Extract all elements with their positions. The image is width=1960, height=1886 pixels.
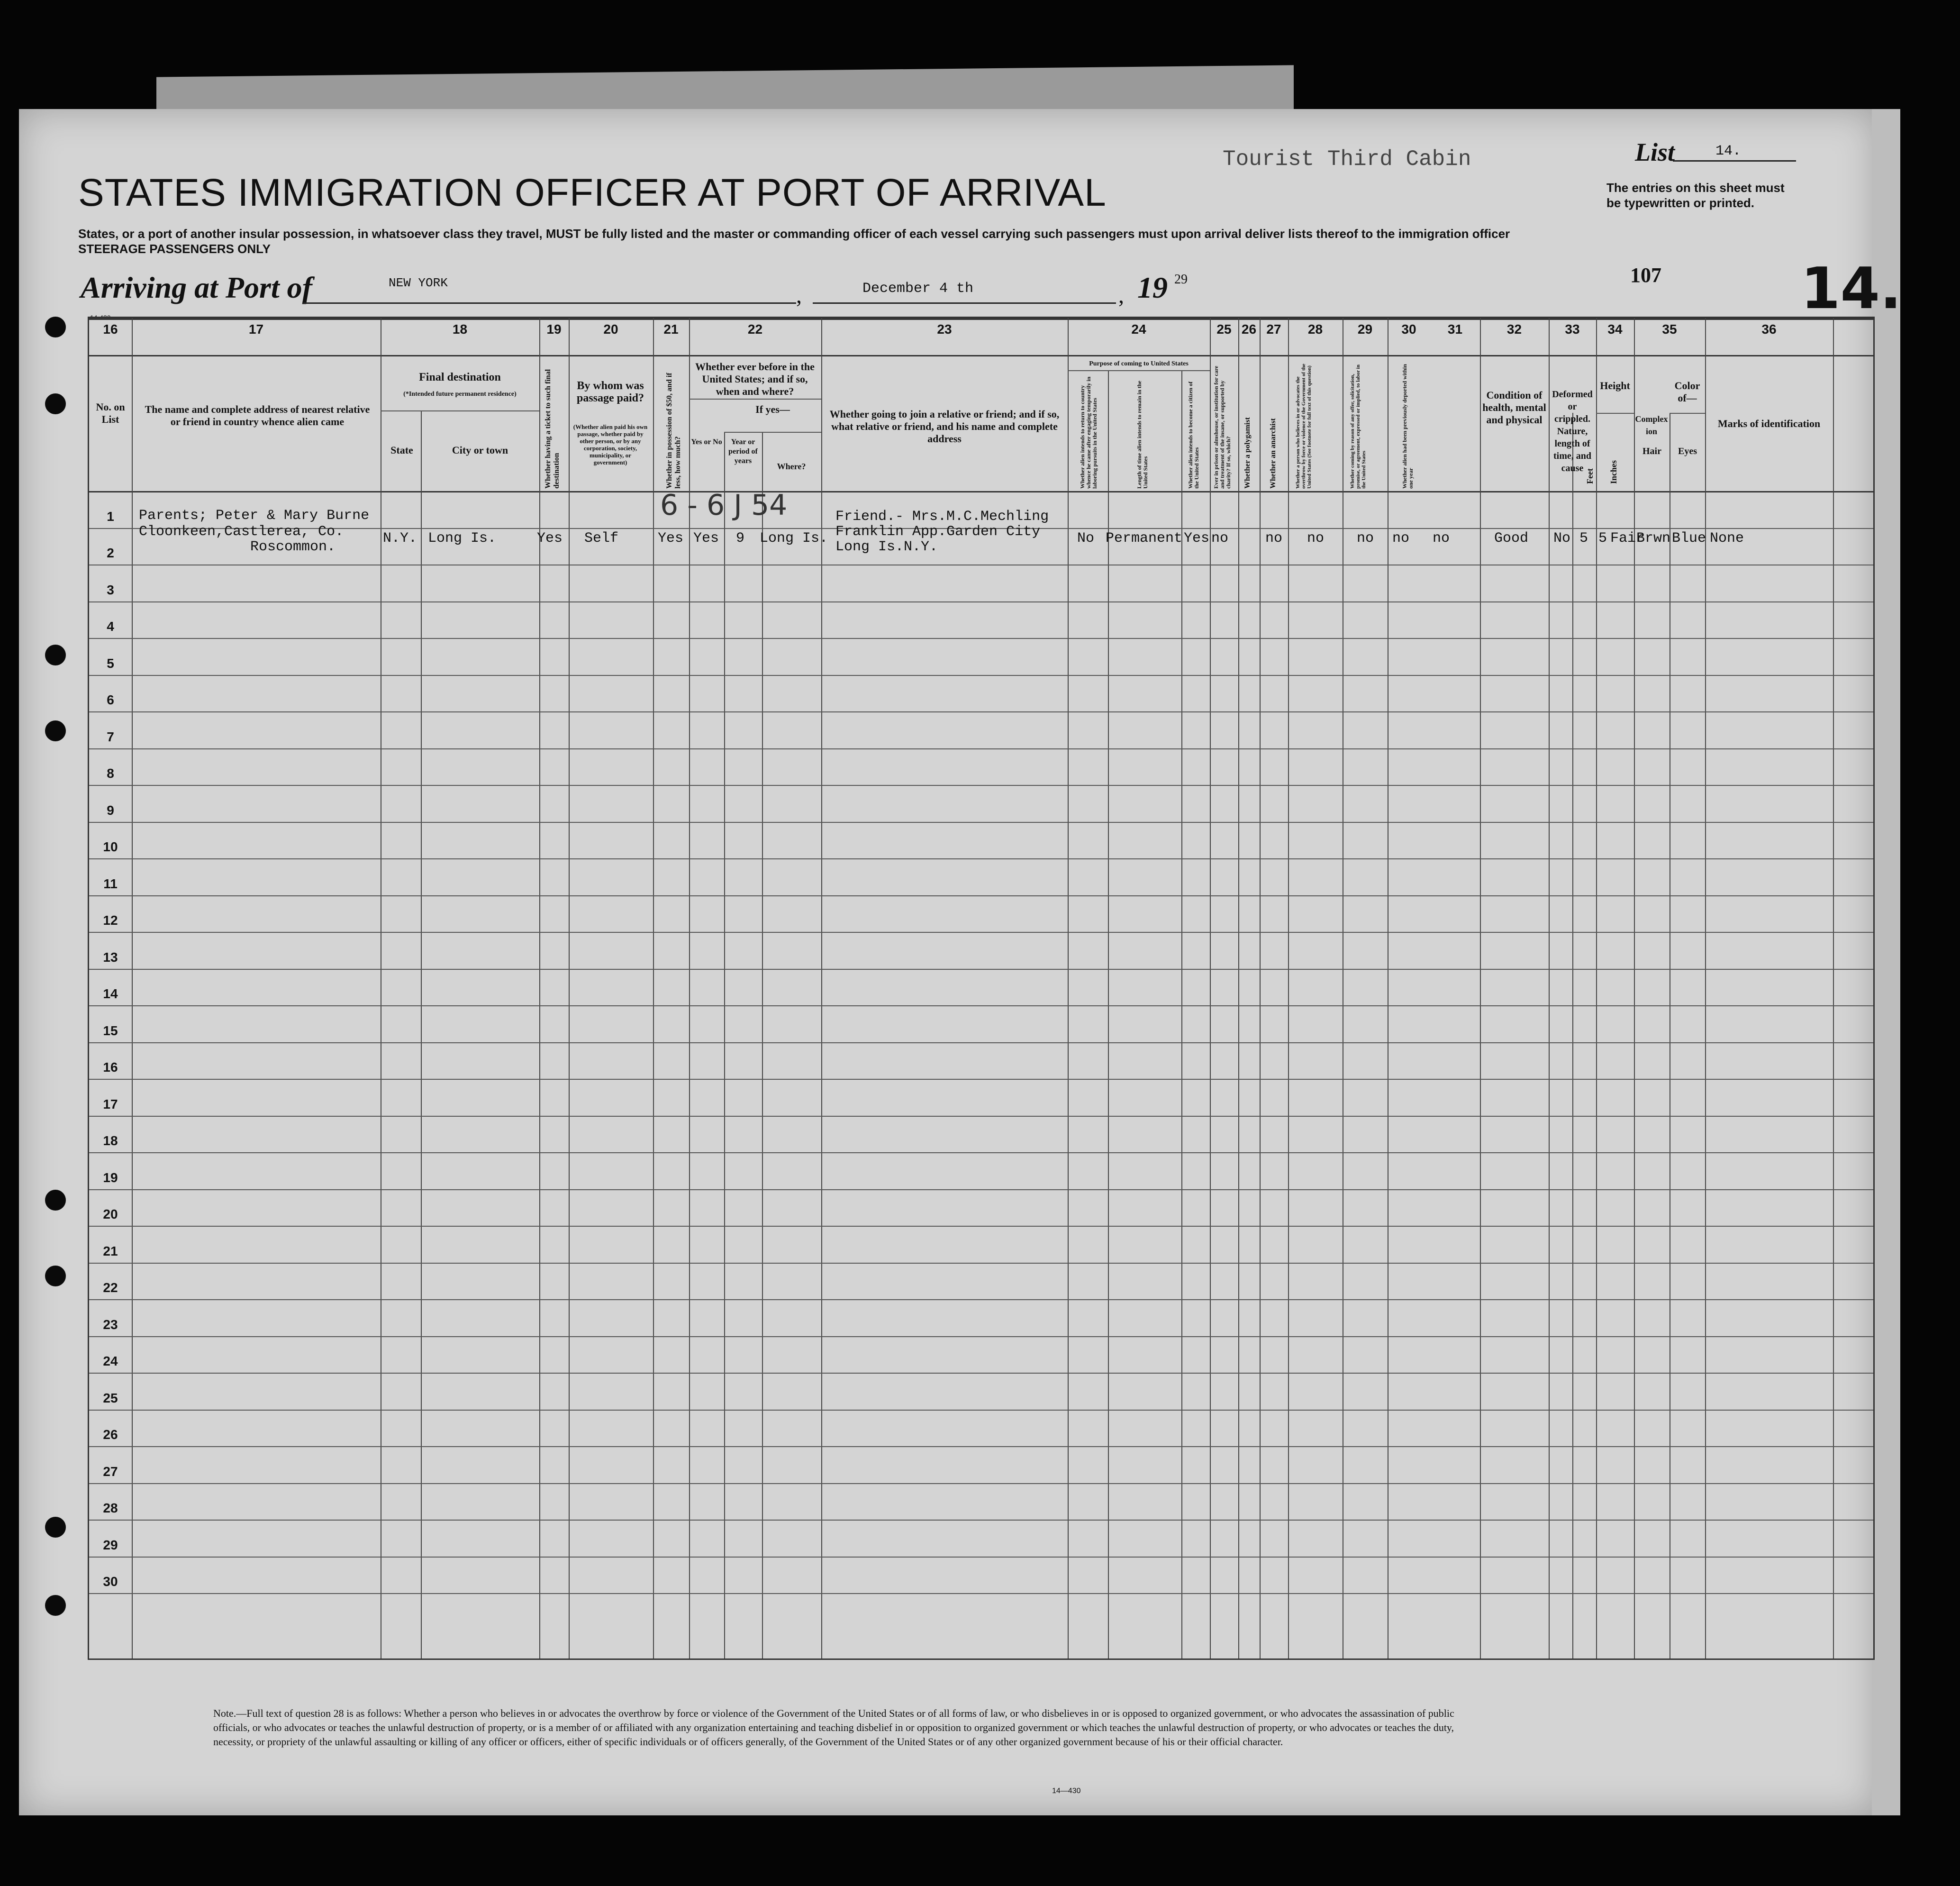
- row-number: 24: [103, 1354, 118, 1368]
- header-where: Where?: [777, 462, 806, 471]
- rule: [89, 355, 1873, 356]
- column-divider: [821, 318, 822, 1658]
- header-yes-no: Yes or No: [691, 438, 722, 446]
- column-number: 36: [1761, 322, 1777, 337]
- table-row: [89, 748, 1873, 749]
- table-row: [89, 1336, 1873, 1337]
- header-purpose: Purpose of coming to United States: [1089, 360, 1189, 367]
- form-number-top: 14-430: [90, 314, 111, 321]
- header-color: Color of—: [1674, 380, 1700, 404]
- column-divider: [1833, 318, 1834, 1658]
- column-number: 26: [1241, 322, 1257, 337]
- entry-state: N.Y.: [383, 530, 417, 547]
- header-ticket: Whether having a ticket to such final destination: [544, 369, 561, 489]
- row-number: 14: [103, 986, 118, 1001]
- header-hair: Hair: [1642, 446, 1661, 456]
- entry-return: No: [1077, 530, 1095, 547]
- header-health: Condition of health, mental and physical: [1482, 389, 1546, 426]
- list-number: 14.: [1715, 143, 1742, 159]
- column-number: 30: [1401, 322, 1416, 337]
- column-number: 23: [937, 322, 952, 337]
- row-number: 25: [103, 1390, 118, 1405]
- steerage-notice: STEERAGE PASSENGERS ONLY: [78, 242, 271, 256]
- row-number: 19: [103, 1170, 118, 1185]
- entry-q28: no: [1307, 530, 1325, 547]
- list-label: List: [1635, 138, 1675, 166]
- column-divider: [1108, 370, 1109, 1658]
- row-number: 6: [107, 692, 114, 707]
- rule: [1670, 413, 1705, 414]
- rule: [689, 399, 821, 400]
- table-row: [89, 1410, 1873, 1411]
- row-number: 10: [103, 839, 118, 854]
- column-divider: [653, 318, 654, 1658]
- list-underline: [1673, 160, 1796, 162]
- header-joining: Whether going to join a relative or friend; and if so, what relative or friend, and his name and complete address: [829, 408, 1060, 445]
- row-number: 13: [103, 949, 118, 965]
- entries-note-line: The entries on this sheet must: [1606, 181, 1785, 195]
- sheet-edge: [1872, 109, 1900, 1815]
- entries-note: [1606, 180, 1785, 210]
- column-number: 20: [603, 322, 618, 337]
- header-length: Length of time alien intends to remain in the United States: [1136, 381, 1149, 489]
- header-contract: Whether coming by reason of any offer, solicitation, promise, or agreement, expressed or implied, to labor in the United States: [1350, 364, 1367, 489]
- table-row: [89, 1152, 1873, 1153]
- column-number: 34: [1607, 322, 1623, 337]
- row-number: 16: [103, 1060, 118, 1075]
- notice-text: States, or a port of another insular possession, in whatsoever class they travel, MUST be fully listed and the master or commanding officer of each vessel carrying such passengers must upon arrival deliver lists thereof to the immigration officer: [78, 227, 1510, 241]
- row-number: 17: [103, 1096, 118, 1112]
- header-passage-note: (Whether alien paid his own passage, whether paid by other person, or by any corporation, society, municipality, or government): [573, 423, 648, 466]
- header-height: Height: [1600, 380, 1630, 392]
- table-row: [89, 601, 1873, 602]
- header-q28: Whether a person who believes in or advocates the overthrow by force or violence of the Government of the United States (See footnote for full text of this question): [1295, 364, 1312, 489]
- row-number: 9: [107, 802, 114, 818]
- entry-joining-line: Long Is.N.Y.: [835, 539, 938, 555]
- column-number: 22: [747, 322, 763, 337]
- binder-hole: [45, 1517, 66, 1538]
- row-number: 21: [103, 1243, 118, 1258]
- header-passage-paid: By whom was passage paid?: [576, 380, 644, 404]
- year-suffix: 29: [1174, 272, 1188, 287]
- row-number: 1: [107, 509, 114, 524]
- date-value: December 4 th: [862, 281, 974, 297]
- row-number: 27: [103, 1464, 118, 1479]
- rule: [724, 432, 821, 433]
- column-number: 24: [1131, 322, 1146, 337]
- row-number: 30: [103, 1574, 118, 1589]
- header-eyes: Eyes: [1678, 446, 1697, 456]
- row-number: 26: [103, 1427, 118, 1442]
- table-row: [89, 675, 1873, 676]
- table-row: [89, 932, 1873, 933]
- table-row: [89, 1116, 1873, 1117]
- table-row: [89, 1483, 1873, 1484]
- entry-citizen: Yes: [1184, 530, 1210, 547]
- header-feet: Feet: [1585, 468, 1595, 484]
- row-number: 18: [103, 1133, 118, 1148]
- column-number: 27: [1266, 322, 1281, 337]
- table-row: [89, 638, 1873, 639]
- binder-hole: [45, 720, 66, 741]
- column-divider: [1288, 318, 1289, 1658]
- table-row: [89, 1079, 1873, 1080]
- entry-prison: no: [1211, 530, 1229, 547]
- header-deported: Whether alien had been previously deported within one year: [1401, 364, 1414, 489]
- table-row: [89, 822, 1873, 823]
- column-divider: [1480, 318, 1481, 1658]
- column-divider: [539, 318, 540, 1658]
- binder-hole: [45, 317, 66, 337]
- entry-fifty-dollars: Yes: [658, 530, 684, 547]
- header-final-destination-note: (*Intended future permanent residence): [403, 391, 517, 398]
- row-number: 4: [107, 619, 114, 634]
- column-number: 17: [248, 322, 264, 337]
- entry-joining-line: Franklin App.Garden City: [835, 524, 1041, 540]
- column-number: 19: [546, 322, 562, 337]
- row-number: 2: [107, 546, 114, 560]
- table-row: [89, 858, 1873, 859]
- table-row: [89, 711, 1873, 712]
- row-number: 29: [103, 1537, 118, 1552]
- rule: [1596, 413, 1634, 414]
- entry-anarchist: no: [1265, 530, 1283, 547]
- entry-joining-line: Friend.- Mrs.M.C.Mechling: [835, 509, 1049, 525]
- row-number: 11: [103, 876, 118, 891]
- entry-complexion: Fair: [1610, 530, 1645, 547]
- column-number: 32: [1506, 322, 1522, 337]
- entry-polygamist: no: [1433, 530, 1450, 547]
- column-divider: [1596, 318, 1597, 1658]
- column-divider: [569, 318, 570, 1658]
- header-marks: Marks of identification: [1717, 418, 1821, 429]
- header-nearest-relative: The name and complete address of nearest relative or friend in country whence alien came: [145, 403, 370, 428]
- entry-where: Long Is.: [760, 530, 828, 547]
- rule: [1068, 370, 1210, 371]
- row-number: 8: [107, 766, 114, 781]
- page-title: STATES IMMIGRATION OFFICER AT PORT OF ARRIVAL: [78, 171, 1107, 214]
- entry-passage-paid: Self: [584, 530, 619, 547]
- column-number: 31: [1447, 322, 1463, 337]
- table-row: [89, 1005, 1873, 1006]
- table-row: [89, 969, 1873, 970]
- table-row: [89, 1263, 1873, 1264]
- entry-relative-line: Parents; Peter & Mary Burne: [139, 508, 370, 524]
- comma: ,: [796, 283, 802, 308]
- binder-hole: [45, 393, 66, 414]
- column-number: 33: [1565, 322, 1580, 337]
- column-divider: [724, 432, 725, 1658]
- entry-before-in-us: Yes: [693, 530, 719, 547]
- table-row: [89, 895, 1873, 896]
- row-number: 15: [103, 1023, 118, 1038]
- header-citizen: Whether alien intends to become a citizen of the United States: [1187, 381, 1200, 489]
- column-divider: [1549, 318, 1550, 1658]
- binder-hole: [45, 1266, 66, 1286]
- column-divider: [1068, 318, 1069, 1658]
- header-polygamist: Whether a polygamist: [1243, 417, 1252, 489]
- arriving-label: Arriving at Port of: [81, 271, 312, 304]
- row-number: 5: [107, 656, 114, 671]
- table-row: [89, 1593, 1873, 1594]
- column-divider: [1238, 318, 1239, 1658]
- entry-deported: no: [1392, 530, 1410, 547]
- year-prefix: 19: [1137, 271, 1168, 304]
- entry-ticket: Yes: [537, 530, 563, 547]
- entry-deformed: No: [1553, 530, 1571, 547]
- column-divider: [1634, 318, 1635, 1658]
- header-anarchist: Whether an anarchist: [1269, 418, 1277, 489]
- entry-health: Good: [1494, 530, 1529, 547]
- entries-note-line: be typewritten or printed.: [1606, 196, 1755, 210]
- entry-city: Long Is.: [428, 530, 497, 547]
- row-number: 28: [103, 1501, 118, 1515]
- header-years: Year or period of years: [728, 438, 758, 465]
- header-if-yes: If yes—: [755, 403, 790, 415]
- handwritten-annotation: 6 - 6 J 54: [660, 489, 788, 522]
- header-prison: Ever in prison or almshouse, or institution for care and treatment of the insane, or supported by charity? If so, which?: [1213, 365, 1232, 489]
- form-number: 14—430: [1052, 1787, 1081, 1795]
- column-divider: [1260, 318, 1261, 1658]
- entry-feet: 5: [1579, 530, 1588, 547]
- table-row: [89, 1520, 1873, 1521]
- binder-hole: [45, 1190, 66, 1211]
- entry-length: Permanent: [1106, 530, 1183, 547]
- entry-years: 9: [736, 530, 745, 547]
- header-inches: Inches: [1609, 460, 1618, 484]
- column-divider: [1210, 318, 1211, 1658]
- header-no-on-list: No. on List: [96, 401, 125, 425]
- entry-eyes: Blue: [1672, 530, 1706, 547]
- column-divider: [132, 318, 133, 1658]
- rule: [89, 318, 1873, 320]
- row-number: 20: [103, 1207, 118, 1221]
- header-complexion: Complexion: [1635, 414, 1668, 436]
- column-divider: [762, 432, 763, 1658]
- footnote: Note.—Full text of question 28 is as follows: Whether a person who believes in or advocates the overthrow by force or violence of the Government of the United States or of all forms of law, or who disbelieves in or is opposed to organized government, or who advocates the assassination of public officials, or who advocates or teaches the unlawful destruction of property, or is a member of or affiliated with any organization entertaining and teaching disbelief in or opposition to organized government or which teaches the unlawful destruction of property, or who advocates or teaches the duty, necessity, or propriety of the unlawful assaulting or killing of any officer or officers, either of specific individuals or of officers generally, of the Government of the United States or of any other organized government because of his or their official character.: [213, 1707, 1454, 1748]
- table-row: [89, 1299, 1873, 1300]
- manifest-table: [88, 317, 1875, 1660]
- column-number: 18: [452, 322, 468, 337]
- comma: ,: [1118, 283, 1124, 308]
- column-number: 29: [1357, 322, 1373, 337]
- column-divider: [421, 410, 422, 1658]
- entry-marks: None: [1710, 530, 1744, 547]
- binder-hole: [45, 645, 66, 665]
- column-number: 16: [103, 322, 118, 337]
- column-divider: [1705, 318, 1706, 1658]
- entry-contract: no: [1357, 530, 1374, 547]
- port-line: [303, 302, 796, 304]
- table-row: [89, 1189, 1873, 1190]
- column-number: 21: [663, 322, 679, 337]
- column-divider: [1181, 370, 1182, 1658]
- row-number: 12: [103, 913, 118, 928]
- entry-relative-line: Roscommon.: [250, 539, 336, 555]
- entry-hair: Brwn: [1636, 530, 1671, 547]
- header-final-destination: Final destination: [419, 371, 501, 383]
- table-row: [89, 1042, 1873, 1043]
- header-state: State: [390, 444, 413, 456]
- header-deformed: Deformed or crippled. Nature, length of time, and cause: [1552, 389, 1593, 474]
- header-city: City or town: [452, 444, 508, 456]
- column-number: 35: [1662, 322, 1677, 337]
- row-number: 7: [107, 729, 114, 744]
- entry-relative-line: Cloonkeen,Castlerea, Co.: [139, 524, 344, 540]
- date-line: [813, 302, 1116, 304]
- entry-inches: 5: [1598, 530, 1607, 547]
- header-before-in-us: Whether ever before in the United States; and if so, when and where?: [695, 361, 815, 397]
- port-value: NEW YORK: [389, 276, 448, 290]
- column-number: 25: [1216, 322, 1232, 337]
- column-divider: [1572, 413, 1573, 1658]
- rule: [381, 410, 539, 411]
- class-stamp: Tourist Third Cabin: [1223, 147, 1471, 172]
- table-row: [89, 1226, 1873, 1227]
- table-row: [89, 1373, 1873, 1374]
- handwritten-list-number: 14.: [1801, 256, 1902, 322]
- header-fifty-dollars: Whether in possession of $50, and if less, how much?: [665, 373, 682, 489]
- rule: [89, 491, 1873, 492]
- header-return: Whether alien intends to return to country whence he came after engaging temporarily in laboring pursuits in the United States: [1079, 376, 1098, 489]
- table-row: [89, 1557, 1873, 1558]
- row-number: 22: [103, 1280, 118, 1295]
- table-row: [89, 1446, 1873, 1447]
- column-number: 28: [1307, 322, 1323, 337]
- row-number: 23: [103, 1317, 118, 1332]
- row-number: 3: [107, 582, 114, 597]
- stamp-number: 107: [1630, 264, 1661, 287]
- binder-hole: [45, 1595, 66, 1616]
- table-row: [89, 785, 1873, 786]
